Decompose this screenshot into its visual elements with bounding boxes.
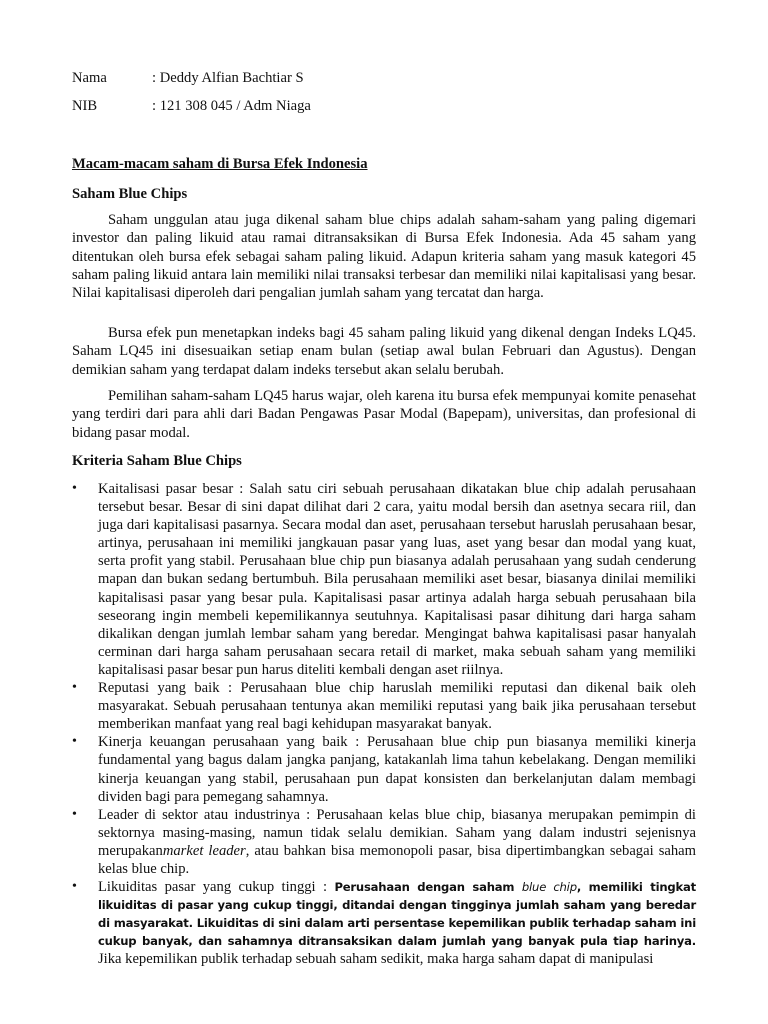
bullet-icon: • [72,734,77,750]
list-item-text-part: , atau bahkan bisa memonopoli pasar, bisa dipertimbangkan sebagai saham kelas blue chip. [98,842,696,877]
paragraph-1-text: Saham unggulan atau juga dikenal saham blue chips adalah saham-saham yang paling digemari investor dan paling likuid atau ramai ditransaksikan di Bursa Efek Indonesia. Ada 45 saham yang ditentukan oleh bursa efek sebagai saham paling likuid. Adapun kriteria saham yang masuk kategori 45 saham paling likuid antara lain memiliki nilai transaksi terbesar dan memiliki nilai kapitalisasi yang besar. Nilai kapitalisasi diperoleh dari pengalian jumlah saham yang tercatat dan harga. [72,212,696,302]
paragraph-3 [72,387,696,442]
nib-label: NIB [72,98,98,114]
list-item-text [98,878,696,968]
paragraph-3-text: Pemilihan saham-saham LQ45 harus wajar, oleh karena itu bursa efek mempunyai komite penasehat yang terdiri dari para ahli dari Badan Pengawas Pasar Modal (Bapepam), universitas, dan profesional di bidang pasar modal. [72,388,696,441]
list-item-text: Reputasi yang baik : Perusahaan blue chip haruslah memiliki reputasi dan dikenal baik oleh masyarakat. Sebuah perusahaan tentunya akan memiliki reputasi yang baik jika perusahaan tersebut memberikan manfaat yang real bagi kehidupan masyarakat banyak. [98,680,696,733]
paragraph-2 [72,324,696,379]
name-value: : Deddy Alfian Bachtiar S [152,70,304,86]
list-item-text: Kinerja keuangan perusahaan yang baik : Perusahaan blue chip pun biasanya memiliki kinerja fundamental yang bagus dalam jangka panjang, katakanlah lima tahun kebelakang. Dengan memiliki kinerja keuangan yang stabil, perusahaan pun dapat konsisten dan berkelanjutan dalam membagi dividen bagi para pemegang sahamnya. [98,734,696,805]
paragraph-1 [72,211,696,302]
list-item-text: Kaitalisasi pasar besar : Salah satu ciri sebuah perusahaan dikatakan blue chip adalah perusahaan tersebut besar. Besar di sini dapat dilihat dari 2 cara, yaitu modal bersih dan asetnya secara riil, dan juga dari kapitalisasi pasarnya. Secara modal dan aset, perusahaan tersebut haruslah perusahaan besar, artinya, perusahaan ini memiliki jangkauan pasar yang luas, aset yang besar dan modal yang kuat, serta profit yang stabil. Perusahaan blue chip pun biasanya adalah perusahaan yang sudah cenderung mapan dan bukan sedang bertumbuh. Bila perusahaan memiliki aset besar, biasanya dinilai memiliki kapitalisasi pasar yang besar pula. Kapitalisasi pasar artinya adalah harga sebuah perusahaan bila seseorang ingin membeli kepemilikannya seutuhnya. Kapitalisasi pasar dihitung dari harga saham dikalikan dengan jumlah lembar saham yang beredar. Mengingat bahwa kapitalisasi pasar hanyalah cerminan dari harga saham perusahaan secara retail di market, maka sebuah saham yang memiliki kapitalisasi pasar besar pun harus diteliti kembali dengan aset riilnya. [98,481,696,678]
list-item-sans-text: Perusahaan dengan saham [334,880,522,895]
list-item-text [98,806,696,878]
paragraph-2-text: Bursa efek pun menetapkan indeks bagi 45 saham paling likuid yang dikenal dengan Indeks LQ45. Saham LQ45 ini disesuaikan setiap enam bulan (setiap awal bulan Februari dan Agustus). Dengan demikian saham yang terdapat dalam indeks tersebut akan selalu berubah. [72,325,696,378]
bullet-icon: • [72,806,77,822]
list-item-italic-text: market leader [162,842,246,859]
name-label: Nama [72,70,107,86]
list-item-lead: Likuiditas pasar yang cukup tinggi : [98,879,335,896]
list-item-tail: Jika kepemilikan publik terhadap sebuah saham sedikit, maka harga saham dapat di manipulasi [98,951,654,968]
nib-value: : 121 308 045 / Adm Niaga [152,98,311,114]
list-item-sans-text: , memiliki tingkat likuiditas di pasar yang cukup tinggi, ditandai dengan tingginya jumlah saham yang beredar di masyarakat. Likuiditas di sini dalam arti persentase kepemilikan publik terhadap saham ini cukup banyak, dan sahamnya ditransaksikan dalam jumlah yang banyak pula tiap harinya. [98,880,697,949]
list-item [72,878,696,968]
bullet-icon: • [72,879,77,895]
section-heading-kriteria: Kriteria Saham Blue Chips [72,453,242,469]
list-item [72,679,696,733]
bullet-icon: • [72,481,77,496]
section-heading-blue-chips: Saham Blue Chips [72,186,188,202]
list-item-italic-text: blue chip [521,880,577,895]
list-item [72,806,696,878]
list-item [72,733,696,805]
document-title: Macam-macam saham di Bursa Efek Indonesia [72,156,368,172]
list-item-text-part: Leader di sektor atau industrinya : Perusahaan kelas blue chip, biasanya merupakan pemimpin di sektornya masing-masing, namun tidak selalu demikian. Saham yang dalam industri sejenisnya merupakan [98,806,696,859]
list-item [72,480,696,679]
criteria-list [72,480,696,969]
bullet-icon: • [72,680,77,696]
